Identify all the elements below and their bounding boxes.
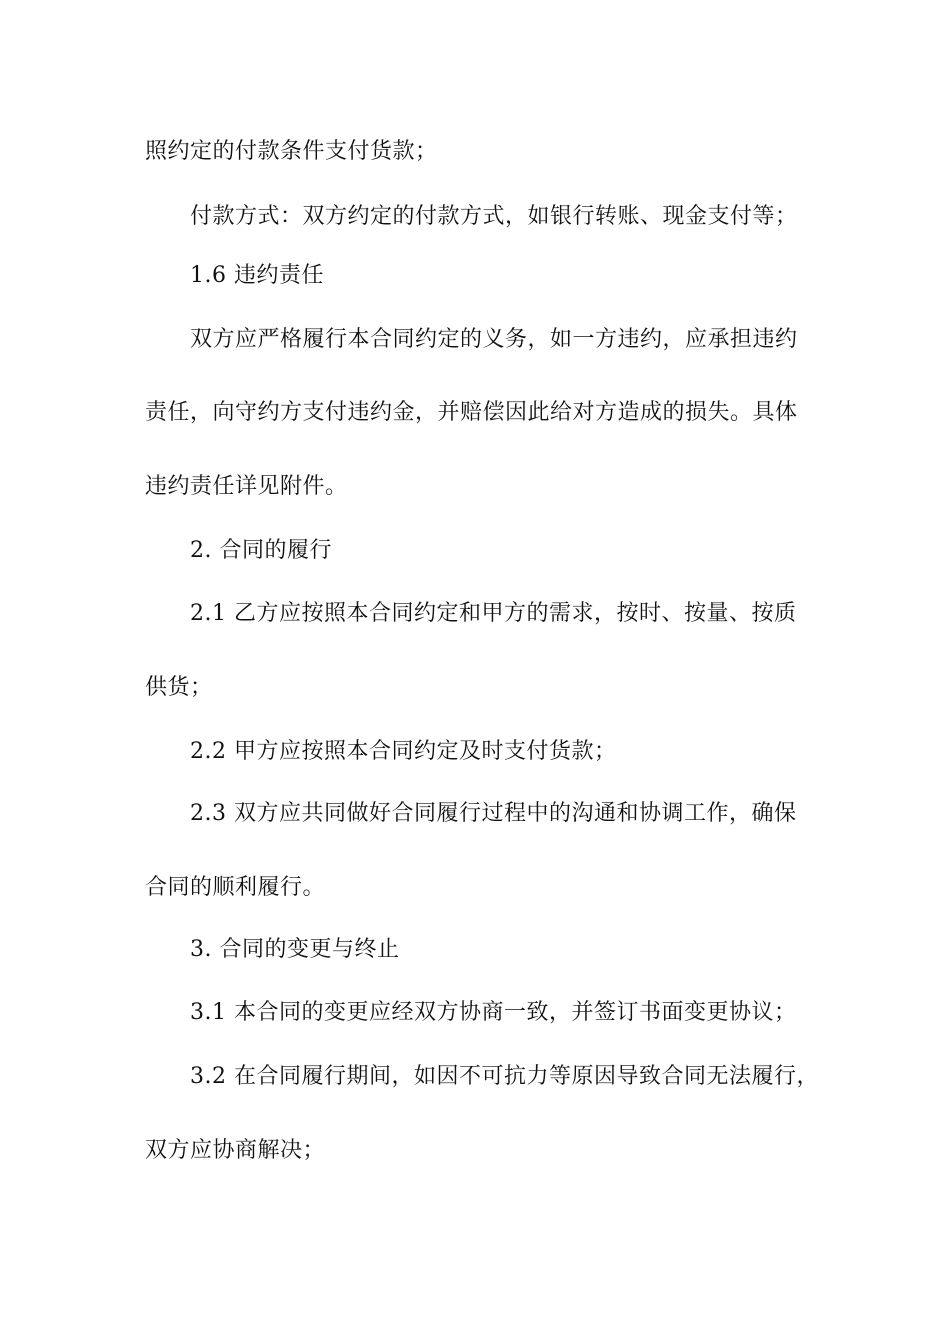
text-line: 责任，向守约方支付违约金，并赔偿因此给对方造成的损失。具体: [145, 400, 798, 425]
text-line: 照约定的付款条件支付货款；: [145, 139, 438, 164]
section-heading: 2. 合同的履行: [190, 538, 332, 563]
text-line: 双方应协商解决；: [145, 1138, 326, 1163]
text-line: 2.3 双方应共同做好合同履行过程中的沟通和协调工作，确保: [190, 801, 797, 826]
text-line: 违约责任详见附件。: [145, 474, 348, 499]
text-line: 合同的顺利履行。: [145, 875, 326, 900]
text-line: 2.2 甲方应按照本合同约定及时支付货款；: [190, 739, 617, 764]
text-line: 付款方式：双方约定的付款方式，如银行转账、现金支付等；: [190, 204, 798, 229]
text-line: 3.2 在合同履行期间，如因不可抗力等原因导致合同无法履行，: [190, 1064, 819, 1089]
text-line: 3.1 本合同的变更应经双方协商一致，并签订书面变更协议；: [190, 1000, 797, 1025]
text-line: 2.1 乙方应按照本合同约定和甲方的需求，按时、按量、按质: [190, 601, 797, 626]
text-line: 供货；: [145, 675, 213, 700]
section-heading: 3. 合同的变更与终止: [190, 937, 400, 962]
section-heading: 1.6 违约责任: [190, 263, 324, 288]
text-line: 双方应严格履行本合同约定的义务，如一方违约，应承担违约: [190, 327, 798, 352]
